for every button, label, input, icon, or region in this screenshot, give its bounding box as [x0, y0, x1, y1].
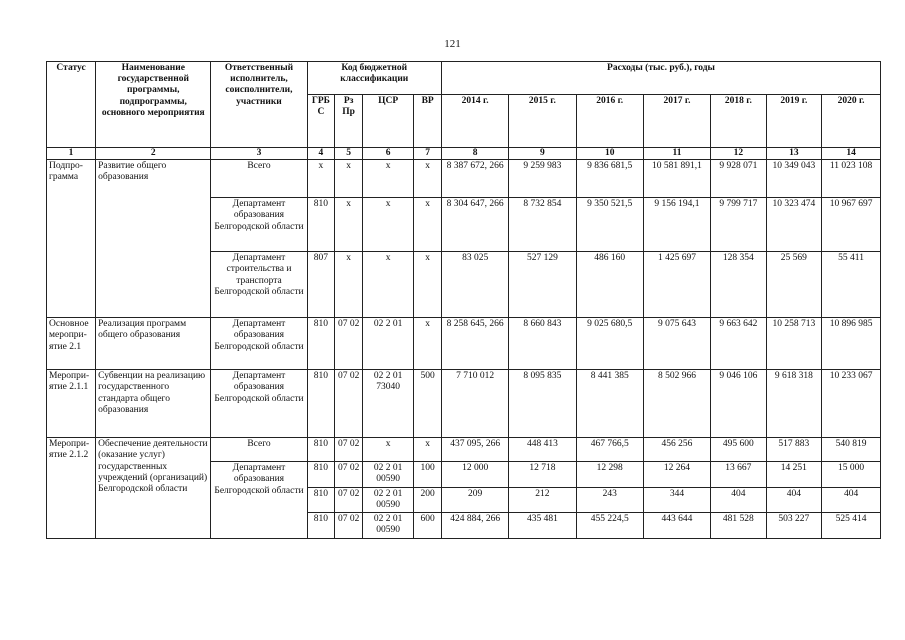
row-status: Меропри-ятие 2.1.1	[47, 370, 96, 438]
column-number: 1	[47, 148, 96, 160]
row-vr: x	[414, 318, 442, 370]
row-value: 517 883	[766, 438, 822, 462]
row-vr: x	[414, 160, 442, 198]
row-value: 10 258 713	[766, 318, 822, 370]
row-rzpr: 07 02	[335, 370, 363, 438]
column-number: 10	[576, 148, 643, 160]
row-value: 9 799 717	[711, 198, 767, 252]
row-value: 11 023 108	[822, 160, 881, 198]
row-value: 209	[442, 487, 509, 512]
row-value: 15 000	[822, 462, 881, 487]
row-value: 503 227	[766, 513, 822, 539]
table-row	[47, 438, 881, 462]
row-value: 404	[711, 487, 767, 512]
header-year-2017: 2017 г.	[643, 95, 710, 148]
row-value: 455 224,5	[576, 513, 643, 539]
row-vr: 200	[414, 487, 442, 512]
row-value: 481 528	[711, 513, 767, 539]
row-value: 1 425 697	[643, 252, 710, 318]
row-value: 9 663 642	[711, 318, 767, 370]
column-number: 3	[211, 148, 307, 160]
row-value: 467 766,5	[576, 438, 643, 462]
row-executor: Департамент образования Белгородской области	[211, 462, 307, 539]
row-value: 486 160	[576, 252, 643, 318]
row-csr: 02 2 01 00590	[363, 462, 414, 487]
row-csr: x	[363, 160, 414, 198]
column-number: 13	[766, 148, 822, 160]
row-vr: 600	[414, 513, 442, 539]
row-value: 128 354	[711, 252, 767, 318]
row-value: 540 819	[822, 438, 881, 462]
row-value: 525 414	[822, 513, 881, 539]
row-csr: 02 2 01 73040	[363, 370, 414, 438]
row-csr: x	[363, 198, 414, 252]
header-year-2018: 2018 г.	[711, 95, 767, 148]
row-value: 8 258 645, 266	[442, 318, 509, 370]
header-year-2014: 2014 г.	[442, 95, 509, 148]
column-number: 2	[96, 148, 211, 160]
row-value: 527 129	[509, 252, 576, 318]
row-grbs: 810	[307, 438, 335, 462]
row-csr: x	[363, 438, 414, 462]
column-number: 11	[643, 148, 710, 160]
header-rzpr: Рз Пр	[335, 95, 363, 148]
row-value: 10 896 985	[822, 318, 881, 370]
row-grbs: 810	[307, 318, 335, 370]
row-value: 9 259 983	[509, 160, 576, 198]
row-value: 9 350 521,5	[576, 198, 643, 252]
column-number: 6	[363, 148, 414, 160]
row-grbs: 810	[307, 487, 335, 512]
row-executor: Департамент образования Белгородской области	[211, 318, 307, 370]
row-value: 13 667	[711, 462, 767, 487]
row-value: 10 967 697	[822, 198, 881, 252]
row-value: 10 349 043	[766, 160, 822, 198]
row-rzpr: 07 02	[335, 513, 363, 539]
row-value: 12 264	[643, 462, 710, 487]
row-status: Основное меропри-ятие 2.1	[47, 318, 96, 370]
row-value: 9 075 643	[643, 318, 710, 370]
row-vr: x	[414, 198, 442, 252]
column-number: 7	[414, 148, 442, 160]
row-value: 8 441 385	[576, 370, 643, 438]
row-csr: 02 2 01 00590	[363, 513, 414, 539]
row-value: 424 884, 266	[442, 513, 509, 539]
row-value: 443 644	[643, 513, 710, 539]
table-row	[47, 318, 881, 370]
table-row	[47, 370, 881, 438]
row-executor: Всего	[211, 438, 307, 462]
header-budget-code: Код бюджетной классификации	[307, 62, 442, 95]
row-value: 495 600	[711, 438, 767, 462]
header-executor: Ответственный исполнитель, соисполнители, участники	[211, 62, 307, 148]
row-value: 55 411	[822, 252, 881, 318]
row-grbs: 810	[307, 370, 335, 438]
column-number: 9	[509, 148, 576, 160]
row-value: 14 251	[766, 462, 822, 487]
row-csr: 02 2 01 00590	[363, 487, 414, 512]
row-value: 404	[822, 487, 881, 512]
row-value: 9 618 318	[766, 370, 822, 438]
row-value: 9 025 680,5	[576, 318, 643, 370]
row-grbs: 810	[307, 198, 335, 252]
row-value: 9 836 681,5	[576, 160, 643, 198]
header-vr: ВР	[414, 95, 442, 148]
row-rzpr: x	[335, 198, 363, 252]
row-grbs: 810	[307, 462, 335, 487]
row-value: 404	[766, 487, 822, 512]
row-value: 12 298	[576, 462, 643, 487]
row-value: 448 413	[509, 438, 576, 462]
row-status: Подпро-грамма	[47, 160, 96, 318]
row-value: 9 046 106	[711, 370, 767, 438]
row-value: 7 710 012	[442, 370, 509, 438]
row-value: 10 581 891,1	[643, 160, 710, 198]
header-year-2015: 2015 г.	[509, 95, 576, 148]
column-number: 5	[335, 148, 363, 160]
column-number: 8	[442, 148, 509, 160]
row-value: 25 569	[766, 252, 822, 318]
row-rzpr: 07 02	[335, 462, 363, 487]
row-value: 344	[643, 487, 710, 512]
header-name: Наименование государственной программы, подпрограммы, основного мероприятия	[96, 62, 211, 148]
row-name: Развитие общего образования	[96, 160, 211, 318]
row-csr: x	[363, 252, 414, 318]
header-csr: ЦСР	[363, 95, 414, 148]
row-value: 8 502 966	[643, 370, 710, 438]
row-value: 8 732 854	[509, 198, 576, 252]
row-value: 12 718	[509, 462, 576, 487]
row-value: 212	[509, 487, 576, 512]
row-value: 8 660 843	[509, 318, 576, 370]
row-vr: x	[414, 252, 442, 318]
row-value: 9 928 071	[711, 160, 767, 198]
row-executor: Департамент строительства и транспорта Белгородской области	[211, 252, 307, 318]
row-executor: Департамент образования Белгородской области	[211, 198, 307, 252]
table-row	[47, 160, 881, 198]
header-year-2020: 2020 г.	[822, 95, 881, 148]
row-name: Обеспечение деятельности (оказание услуг) государственных учреждений (организаций) Белгородской области	[96, 438, 211, 539]
header-year-2019: 2019 г.	[766, 95, 822, 148]
row-executor: Всего	[211, 160, 307, 198]
row-value: 10 323 474	[766, 198, 822, 252]
row-grbs: 807	[307, 252, 335, 318]
row-value: 8 095 835	[509, 370, 576, 438]
row-value: 437 095, 266	[442, 438, 509, 462]
row-csr: 02 2 01	[363, 318, 414, 370]
row-vr: 500	[414, 370, 442, 438]
row-rzpr: 07 02	[335, 318, 363, 370]
header-expenses: Расходы (тыс. руб.), годы	[442, 62, 881, 95]
row-name: Реализация программ общего образования	[96, 318, 211, 370]
row-value: 83 025	[442, 252, 509, 318]
row-rzpr: x	[335, 252, 363, 318]
row-grbs: 810	[307, 513, 335, 539]
row-vr: x	[414, 438, 442, 462]
row-vr: 100	[414, 462, 442, 487]
column-number: 14	[822, 148, 881, 160]
header-status: Статус	[47, 62, 96, 148]
row-value: 10 233 067	[822, 370, 881, 438]
page-number: 121	[444, 38, 461, 50]
row-value: 435 481	[509, 513, 576, 539]
row-executor: Департамент образования Белгородской области	[211, 370, 307, 438]
budget-expenses-table	[46, 61, 881, 539]
header-grbs: ГРБ С	[307, 95, 335, 148]
row-value: 8 387 672, 266	[442, 160, 509, 198]
row-value: 243	[576, 487, 643, 512]
row-status: Меропри-ятие 2.1.2	[47, 438, 96, 539]
row-value: 8 304 647, 266	[442, 198, 509, 252]
row-rzpr: 07 02	[335, 438, 363, 462]
row-value: 456 256	[643, 438, 710, 462]
row-value: 12 000	[442, 462, 509, 487]
row-rzpr: x	[335, 160, 363, 198]
row-value: 9 156 194,1	[643, 198, 710, 252]
column-number-row	[47, 148, 881, 160]
row-name: Субвенции на реализацию государственного стандарта общего образования	[96, 370, 211, 438]
row-rzpr: 07 02	[335, 487, 363, 512]
header-year-2016: 2016 г.	[576, 95, 643, 148]
column-number: 12	[711, 148, 767, 160]
row-grbs: x	[307, 160, 335, 198]
column-number: 4	[307, 148, 335, 160]
